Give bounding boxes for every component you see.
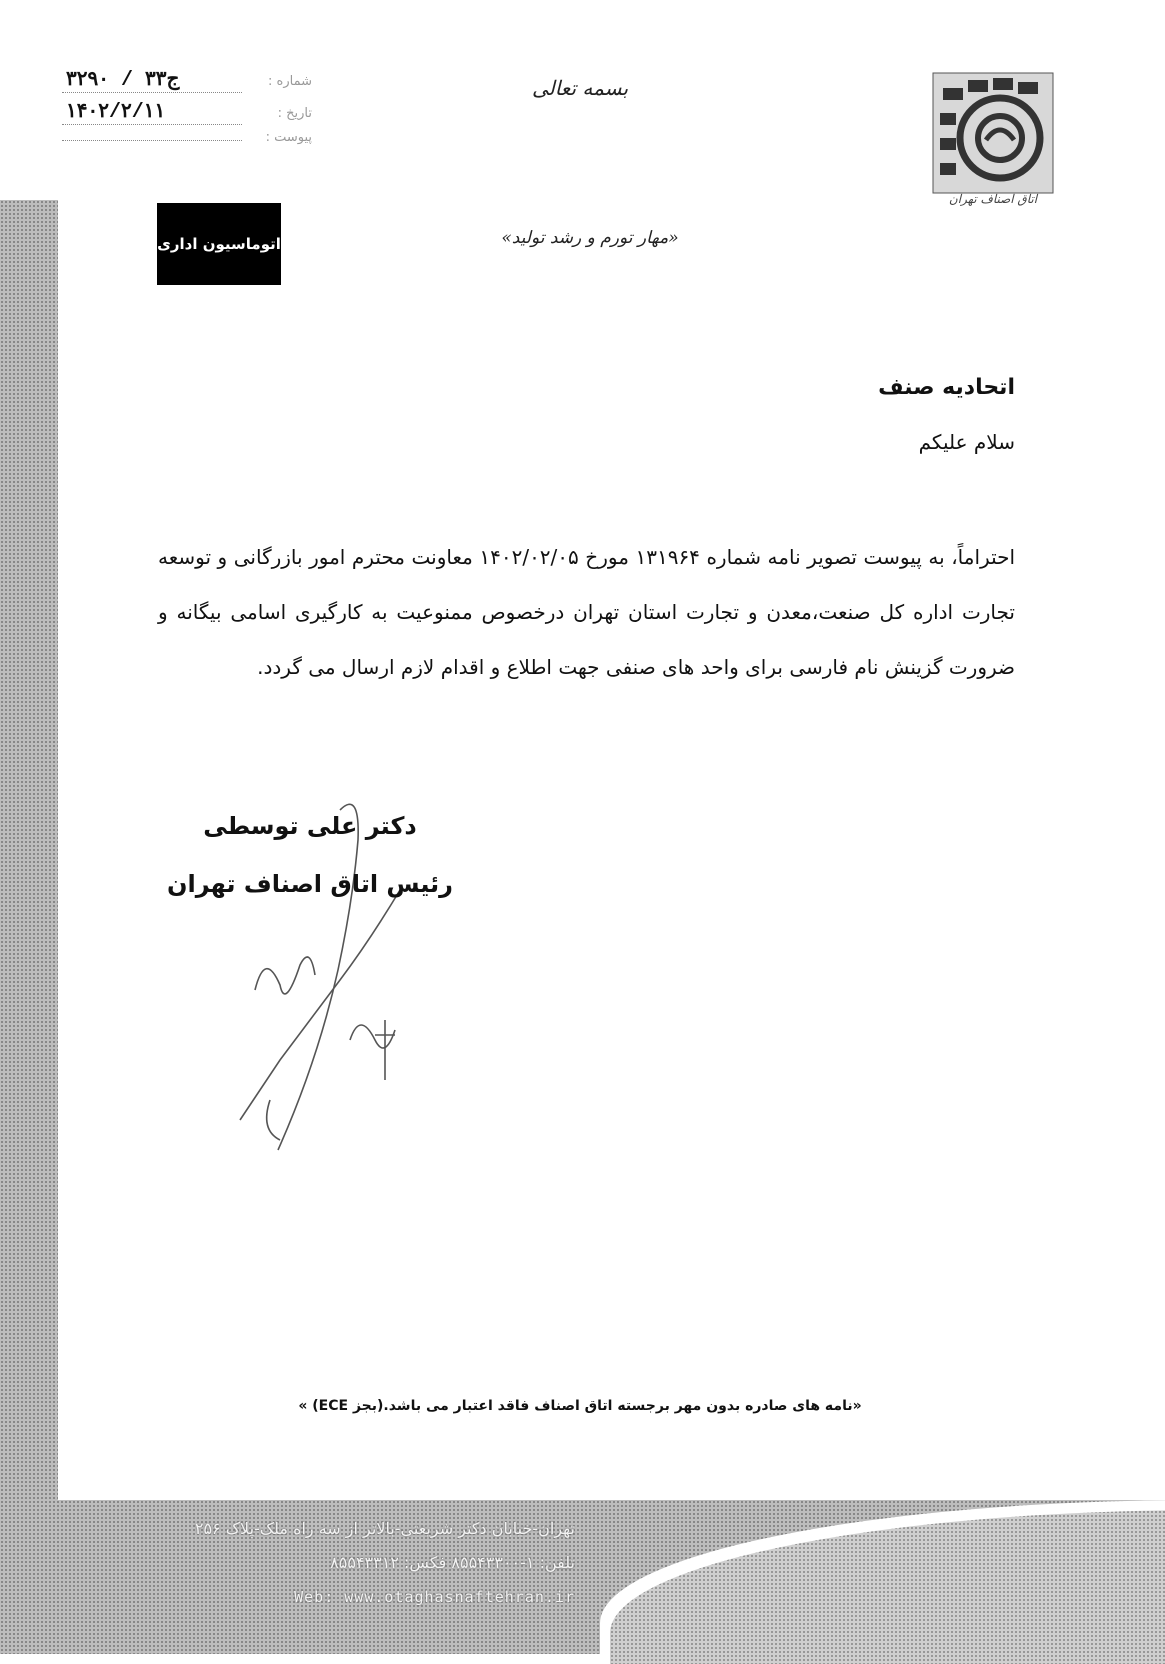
- number-label: شماره :: [268, 74, 312, 89]
- greeting: سلام علیکم: [918, 430, 1015, 454]
- date-value: ۱۴۰۲/۲/۱۱: [62, 98, 242, 125]
- reference-block: [62, 66, 312, 162]
- logo-caption: اتاق اصناف تهران: [948, 192, 1038, 206]
- validity-notice: «نامه های صادره بدون مهر برجسته اتاق اصناف فاقد اعتبار می باشد.(بجز ECE) »: [298, 1398, 862, 1414]
- attachment-label: پیوست :: [265, 130, 312, 145]
- letter-body: احتراماً، به پیوست تصویر نامه شماره ۱۳۱۹۶۴ مورخ ۱۴۰۲/۰۲/۰۵ معاونت محترم امور بازرگانی و توسعه تجارت اداره کل صنعت،معدن و تجارت استان تهران درخصوص ممنوعیت به کارگیری اسامی بیگانه و ضرورت گزینش نام فارسی برای واحد های صنفی جهت اطلاع و اقدام لازم ارسال می گردد.: [158, 545, 1016, 679]
- recipient: اتحادیه صنف: [878, 375, 1015, 400]
- number-value: ۳۲۹۰ / ۳۳ج: [62, 66, 242, 93]
- attachment-value: [62, 140, 242, 141]
- automation-badge: اتوماسیون اداری: [157, 203, 281, 285]
- phone-line: تلفن: ۱-۸۵۵۴۳۳۰۰ فکس: ۸۵۵۴۳۳۱۲: [330, 1553, 575, 1572]
- address-line: تهران-خیابان دکتر شریعتی-بالاتر از سه راه ملک-پلاک ۲۵۶: [194, 1519, 575, 1538]
- bismillah-heading: بسمه تعالی: [531, 76, 629, 100]
- date-label: تاریخ :: [277, 106, 312, 121]
- signer-name: دکتر علی توسطی: [203, 812, 417, 840]
- website-line: Web: www.otaghasnaftehran.ir: [294, 1588, 575, 1606]
- handwritten-signature-icon: [200, 790, 460, 1170]
- decorative-frame-left: [0, 200, 58, 1654]
- signer-title: رئیس اتاق اصناف تهران: [167, 870, 453, 898]
- slogan: «مهار تورم و رشد تولید»: [501, 228, 679, 248]
- date-row: [62, 98, 312, 130]
- attachment-row: [62, 130, 312, 162]
- number-row: [62, 66, 312, 98]
- contact-block: [75, 1512, 575, 1614]
